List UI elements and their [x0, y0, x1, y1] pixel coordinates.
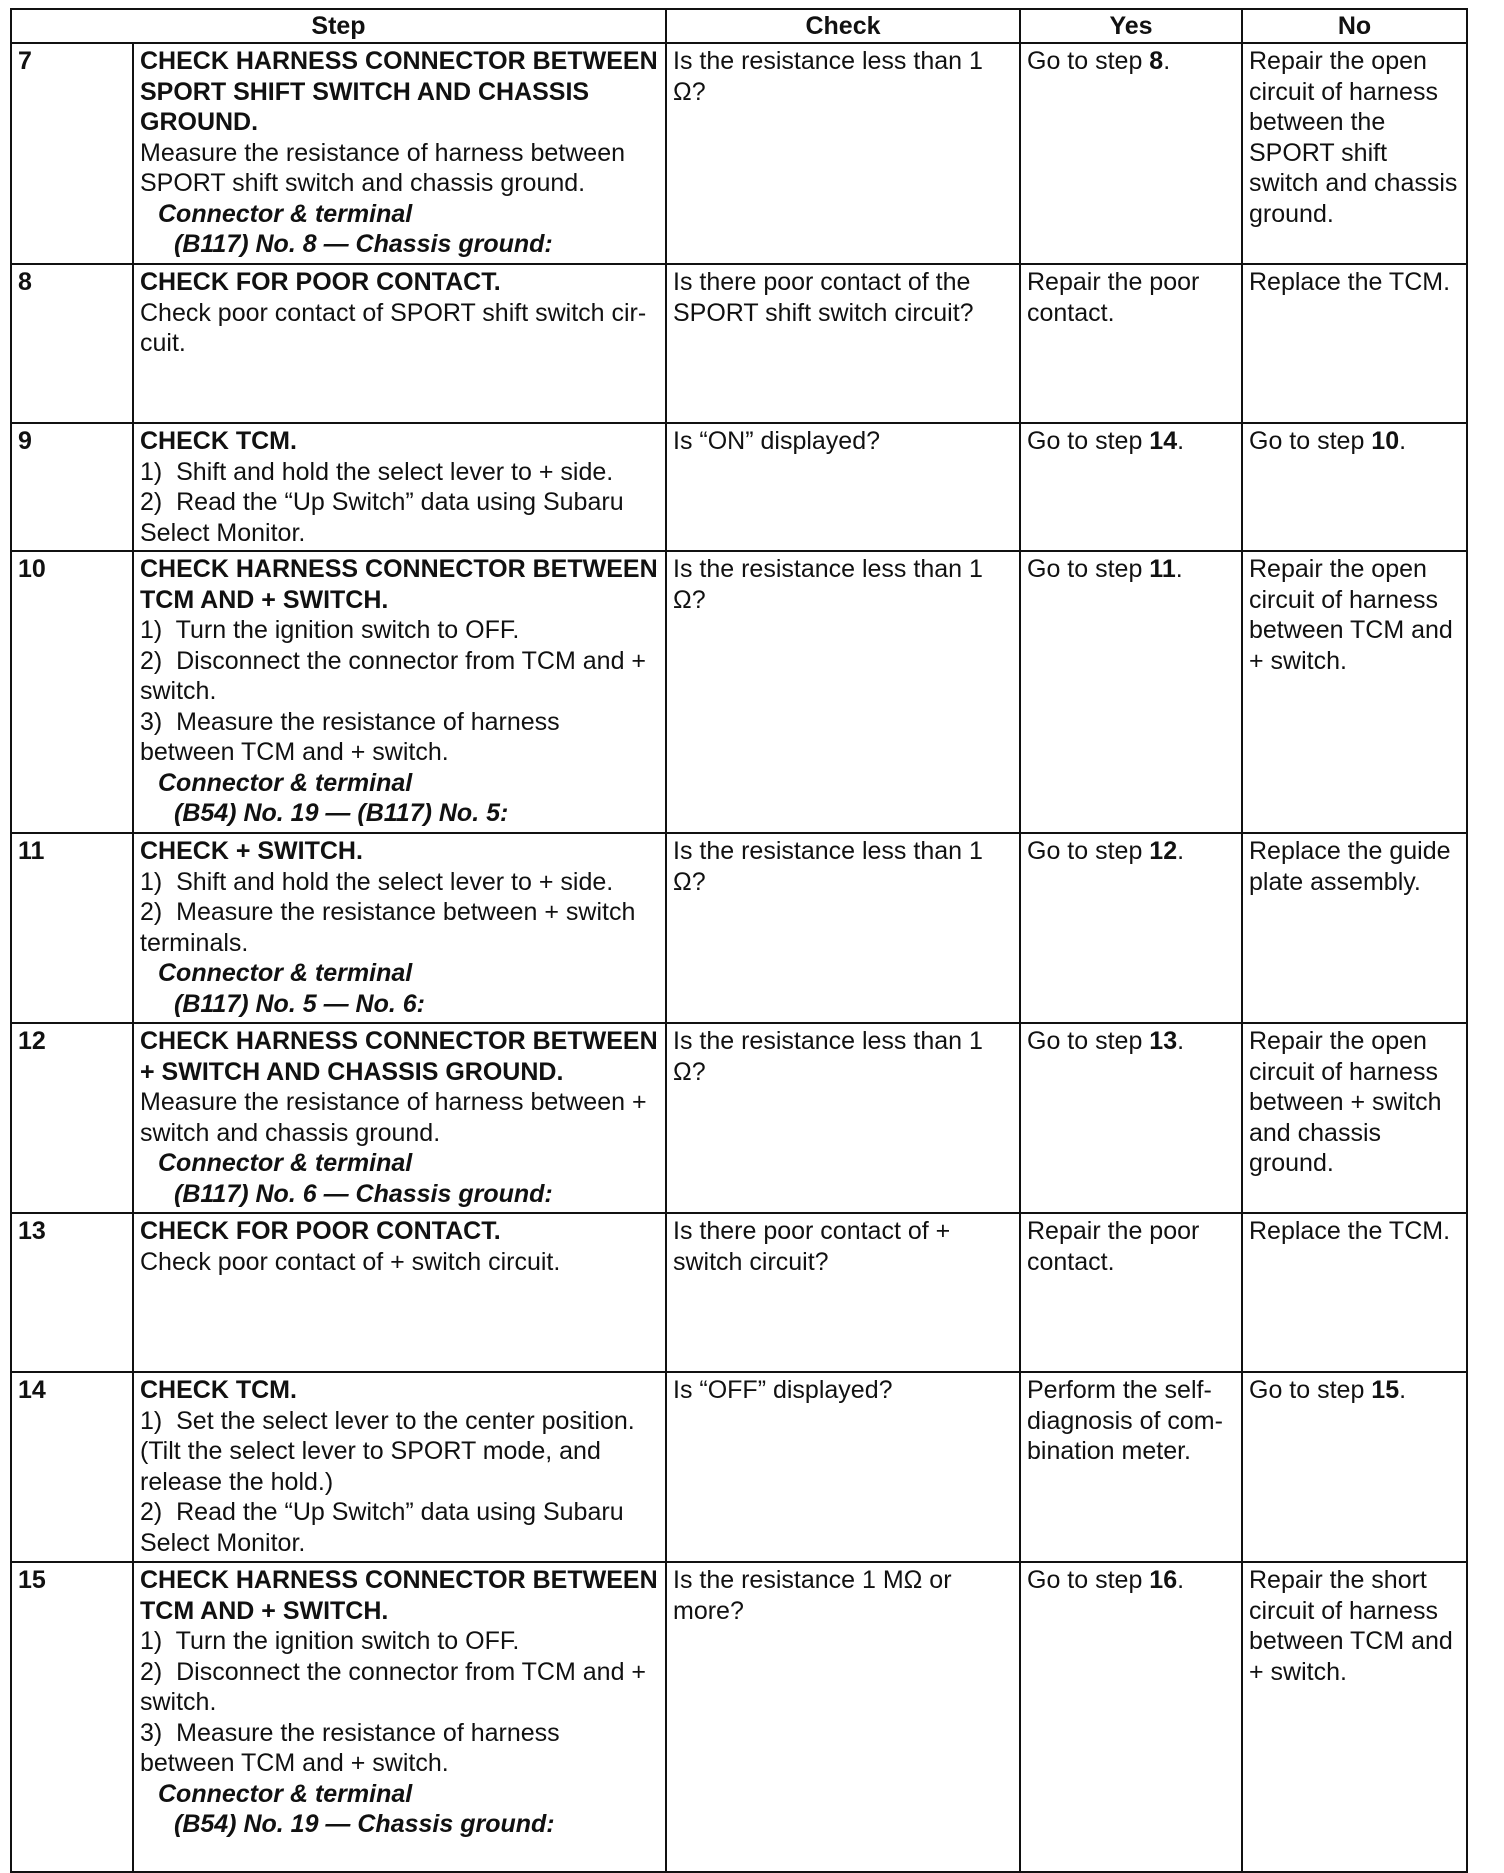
- step-title: CHECK HARNESS CONNECTOR BETWEEN SPORT SHIFT SWITCH AND CHASSIS GROUND.: [140, 47, 658, 136]
- yes-action-text: Perform the self-diagnosis of com-bination meter.: [1027, 1376, 1223, 1465]
- step-number: 14: [11, 1372, 133, 1562]
- no-action-text: Repair the open circuit of harness between + switch and chassis ground.: [1249, 1027, 1442, 1177]
- step-instruction: 2) Disconnect the connector from TCM and + switch.: [140, 646, 653, 705]
- step-instruction: 2) Disconnect the connector from TCM and + switch.: [140, 1657, 653, 1716]
- no-action: [1242, 423, 1467, 551]
- yes-action-step-ref: 16: [1149, 1566, 1178, 1594]
- step-title: CHECK + SWITCH.: [140, 837, 363, 865]
- yes-action-text: Go to step: [1027, 555, 1150, 583]
- yes-action-text: Go to step: [1027, 837, 1150, 865]
- yes-action-step-ref: 12: [1149, 837, 1178, 865]
- check-question: Is the resistance less than 1 Ω?: [666, 43, 1020, 264]
- yes-action: [1020, 551, 1242, 833]
- no-action: [1242, 43, 1467, 264]
- step-description: [133, 423, 666, 551]
- connector-label: Connector & terminal: [158, 1149, 413, 1177]
- step-number: 7: [11, 43, 133, 264]
- header-yes: Yes: [1020, 9, 1242, 43]
- yes-action-text: Go to step: [1027, 427, 1150, 455]
- header-step: Step: [11, 9, 666, 43]
- no-action-step-ref: 10: [1371, 427, 1400, 455]
- table-row: [11, 1023, 1467, 1213]
- no-action: [1242, 1372, 1467, 1562]
- connector-label: Connector & terminal: [158, 1779, 413, 1808]
- table-row: [11, 43, 1467, 264]
- no-action-step-ref: 15: [1371, 1376, 1400, 1404]
- step-instruction: Check poor contact of SPORT shift switch cir-cuit.: [140, 298, 647, 357]
- no-action: [1242, 264, 1467, 423]
- header-check: Check: [666, 9, 1020, 43]
- step-instruction: 1) Turn the ignition switch to OFF.: [140, 1627, 520, 1655]
- check-question: Is “ON” displayed?: [666, 423, 1020, 551]
- yes-action-suffix: .: [1177, 1566, 1185, 1594]
- yes-action-text: Go to step: [1027, 1027, 1150, 1055]
- no-action: [1242, 833, 1467, 1023]
- yes-action: [1020, 1023, 1242, 1213]
- yes-action-suffix: .: [1175, 555, 1183, 583]
- step-title: CHECK HARNESS CONNECTOR BETWEEN TCM AND + SWITCH.: [140, 1566, 658, 1625]
- check-question: Is the resistance less than 1 Ω?: [666, 1023, 1020, 1213]
- step-instruction: 3) Measure the resistance of harness between TCM and + switch.: [140, 1718, 567, 1777]
- table-row: [11, 1372, 1467, 1562]
- step-instruction: Measure the resistance of harness between + switch and chassis ground.: [140, 1088, 654, 1147]
- table-row: [11, 423, 1467, 551]
- step-instruction: Measure the resistance of harness between SPORT shift switch and chassis ground.: [140, 138, 632, 197]
- yes-action-suffix: .: [1177, 427, 1185, 455]
- step-instruction: 1) Turn the ignition switch to OFF.: [140, 616, 520, 644]
- connector-label: Connector & terminal: [158, 199, 413, 228]
- step-description: [133, 833, 666, 1023]
- connector-terminal: (B117) No. 5 — No. 6:: [174, 989, 425, 1018]
- diagnostic-table: [10, 8, 1468, 1873]
- step-instruction: 1) Shift and hold the select lever to + side.: [140, 867, 614, 896]
- step-description: [133, 1023, 666, 1213]
- connector-label: Connector & terminal: [158, 768, 413, 797]
- step-number: 13: [11, 1213, 133, 1372]
- step-number: 8: [11, 264, 133, 423]
- check-question: Is the resistance less than 1 Ω?: [666, 833, 1020, 1023]
- no-action: [1242, 551, 1467, 833]
- no-action-text: Go to step: [1249, 1376, 1372, 1404]
- step-title: CHECK TCM.: [140, 427, 297, 455]
- check-question: Is there poor contact of the SPORT shift switch circuit?: [666, 264, 1020, 423]
- step-instruction: 2) Read the “Up Switch” data using Subaru Select Monitor.: [140, 488, 631, 547]
- step-instruction: 2) Read the “Up Switch” data using Subaru Select Monitor.: [140, 1498, 631, 1557]
- step-instruction: 1) Shift and hold the select lever to + side.: [140, 457, 614, 486]
- yes-action-text: Go to step: [1027, 1566, 1150, 1594]
- header-row: [11, 9, 1467, 43]
- step-number: 15: [11, 1562, 133, 1872]
- table-row: [11, 1213, 1467, 1372]
- step-number: 9: [11, 423, 133, 551]
- step-number: 11: [11, 833, 133, 1023]
- connector-label: Connector & terminal: [158, 959, 413, 987]
- no-action-text: Repair the open circuit of harness between TCM and + switch.: [1249, 555, 1453, 675]
- connector-terminal: (B117) No. 8 — Chassis ground:: [174, 230, 553, 258]
- no-action-suffix: .: [1399, 1376, 1407, 1404]
- connector-terminal: (B117) No. 6 — Chassis ground:: [174, 1179, 553, 1208]
- step-description: [133, 551, 666, 833]
- check-question: Is “OFF” displayed?: [666, 1372, 1020, 1562]
- no-action-text: Repair the short circuit of harness between TCM and + switch.: [1249, 1566, 1453, 1686]
- yes-action-suffix: .: [1163, 47, 1171, 75]
- yes-action: [1020, 264, 1242, 423]
- step-number: 10: [11, 551, 133, 833]
- yes-action: [1020, 1562, 1242, 1872]
- step-instruction: Check poor contact of + switch circuit.: [140, 1247, 561, 1276]
- step-description: [133, 1213, 666, 1372]
- yes-action-text: Repair the poor contact.: [1027, 268, 1200, 327]
- no-action-text: Go to step: [1249, 427, 1372, 455]
- no-action: [1242, 1213, 1467, 1372]
- no-action-suffix: .: [1399, 427, 1407, 455]
- yes-action-step-ref: 14: [1149, 427, 1178, 455]
- yes-action: [1020, 1213, 1242, 1372]
- step-description: [133, 1562, 666, 1872]
- yes-action-step-ref: 8: [1149, 47, 1164, 75]
- header-no: No: [1242, 9, 1467, 43]
- no-action-text: Repair the open circuit of harness between the SPORT shift switch and chassis ground.: [1249, 47, 1458, 228]
- connector-terminal: (B54) No. 19 — Chassis ground:: [174, 1810, 555, 1838]
- step-title: CHECK HARNESS CONNECTOR BETWEEN TCM AND + SWITCH.: [140, 555, 658, 614]
- table-row: [11, 551, 1467, 833]
- yes-action-step-ref: 13: [1149, 1027, 1178, 1055]
- check-question: Is there poor contact of + switch circuit?: [666, 1213, 1020, 1372]
- no-action-text: Replace the TCM.: [1249, 1217, 1451, 1245]
- no-action: [1242, 1023, 1467, 1213]
- yes-action-step-ref: 11: [1149, 555, 1176, 583]
- check-question: Is the resistance 1 MΩ or more?: [666, 1562, 1020, 1872]
- step-description: [133, 1372, 666, 1562]
- yes-action-suffix: .: [1177, 1027, 1185, 1055]
- yes-action-suffix: .: [1177, 837, 1185, 865]
- yes-action: [1020, 43, 1242, 264]
- step-title: CHECK FOR POOR CONTACT.: [140, 268, 501, 296]
- no-action: [1242, 1562, 1467, 1872]
- table-row: [11, 1562, 1467, 1872]
- table-row: [11, 264, 1467, 423]
- step-title: CHECK HARNESS CONNECTOR BETWEEN + SWITCH AND CHASSIS GROUND.: [140, 1027, 658, 1086]
- step-title: CHECK FOR POOR CONTACT.: [140, 1217, 501, 1245]
- step-instruction: 1) Set the select lever to the center position. (Tilt the select lever to SPORT mode, and release the hold.): [140, 1406, 642, 1496]
- table-body: [11, 43, 1467, 1872]
- step-description: [133, 264, 666, 423]
- connector-terminal: (B54) No. 19 — (B117) No. 5:: [174, 799, 509, 827]
- yes-action: [1020, 1372, 1242, 1562]
- yes-action: [1020, 833, 1242, 1023]
- table-row: [11, 833, 1467, 1023]
- step-instruction: 3) Measure the resistance of harness between TCM and + switch.: [140, 707, 567, 766]
- step-title: CHECK TCM.: [140, 1376, 297, 1404]
- step-description: [133, 43, 666, 264]
- no-action-text: Replace the guide plate assembly.: [1249, 837, 1451, 896]
- yes-action-text: Repair the poor contact.: [1027, 1217, 1200, 1276]
- step-instruction: 2) Measure the resistance between + switch terminals.: [140, 898, 643, 957]
- no-action-text: Replace the TCM.: [1249, 268, 1451, 296]
- yes-action: [1020, 423, 1242, 551]
- check-question: Is the resistance less than 1 Ω?: [666, 551, 1020, 833]
- yes-action-text: Go to step: [1027, 47, 1150, 75]
- step-number: 12: [11, 1023, 133, 1213]
